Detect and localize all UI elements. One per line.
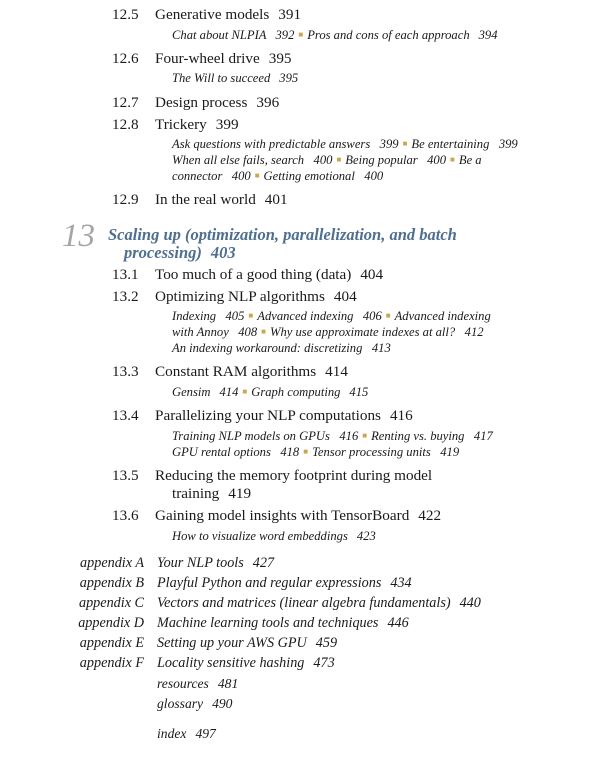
section-page: 395 <box>268 50 292 67</box>
toc-subsections <box>172 71 298 86</box>
appendix-title: Locality sensitive hashing <box>157 655 305 671</box>
appendix-title: Machine learning tools and techniques <box>157 615 379 631</box>
section-page: 399 <box>215 116 239 133</box>
bullet-separator-icon: ■ <box>298 30 304 39</box>
bullet-separator-icon: ■ <box>336 155 342 164</box>
subsection-title: Tensor processing units 419 <box>312 445 460 459</box>
subsection-title: An indexing workaround: discretizing 413 <box>172 341 391 355</box>
back-matter-page: 481 <box>217 676 239 691</box>
section-number: 13.6 <box>112 507 139 524</box>
section-title: Optimizing NLP algorithms <box>155 288 325 305</box>
subsection-title: How to visualize word embeddings <box>172 529 348 543</box>
subsection-title: Gensim <box>172 385 211 399</box>
section-number: 12.5 <box>112 6 139 23</box>
section-number: 12.8 <box>112 116 139 133</box>
appendix-page: 473 <box>313 655 335 671</box>
section-page: 404 <box>360 266 384 283</box>
toc-subsections <box>172 309 491 324</box>
toc-subsections <box>172 169 383 184</box>
back-matter-entry <box>157 676 238 692</box>
appendix-label: appendix F <box>79 655 144 671</box>
appendix-page: 459 <box>315 635 338 651</box>
section-number: 12.6 <box>112 50 139 67</box>
section-title: In the real world <box>155 191 256 208</box>
appendix-page: 427 <box>252 555 275 571</box>
section-page: 396 <box>256 94 280 111</box>
appendix-page: 446 <box>387 615 409 631</box>
subsection-title: Being popular 400 <box>345 153 447 167</box>
bullet-separator-icon: ■ <box>402 139 408 148</box>
bullet-separator-icon: ■ <box>248 311 254 320</box>
section-number: 13.1 <box>112 266 139 283</box>
toc-subsections <box>172 385 368 400</box>
subsection-title: connector 400 <box>172 169 251 183</box>
subsection-title: Training NLP models on GPUs 416 <box>172 429 359 443</box>
chapter-title: Scaling up (optimization, parallelization, and batch <box>108 225 457 244</box>
section-number: 13.3 <box>112 363 139 380</box>
back-matter-entry <box>157 726 216 742</box>
section-page: 401 <box>264 191 288 208</box>
section-number: 13.2 <box>112 288 139 305</box>
toc-subsections <box>172 445 459 460</box>
bullet-separator-icon: ■ <box>261 327 266 336</box>
appendix-label: appendix B <box>79 575 144 591</box>
back-matter-page: 497 <box>195 726 216 741</box>
back-matter-title: glossary <box>157 696 204 711</box>
toc-section-cont <box>172 485 251 503</box>
subsection-page: 414 <box>219 385 239 399</box>
toc-subsections <box>172 137 518 152</box>
section-title: Trickery <box>155 116 207 133</box>
appendix-label: appendix E <box>79 635 144 651</box>
toc-subsections <box>172 429 493 444</box>
subsection-title: Be entertaining 399 <box>411 137 518 151</box>
section-number: 12.7 <box>112 94 139 111</box>
chapter-number: 13 <box>62 218 95 254</box>
appendix-title: Your NLP tools <box>157 555 244 571</box>
subsection-title: Why use approximate indexes at all? 412 <box>269 325 484 339</box>
subsection-title: When all else fails, search 400 <box>172 153 333 167</box>
bullet-separator-icon: ■ <box>254 171 260 180</box>
subsection-page: 415 <box>349 385 369 399</box>
section-title: Design process <box>155 94 248 111</box>
toc-subsections <box>172 325 484 340</box>
subsection-title: with Annoy 408 <box>172 325 258 339</box>
section-page: 391 <box>278 6 302 23</box>
back-matter-page: 490 <box>212 696 233 711</box>
subsection-title: Ask questions with predictable answers 399 <box>172 137 399 151</box>
appendix-label: appendix C <box>78 595 144 611</box>
appendix-title: Playful Python and regular expressions <box>157 575 382 591</box>
appendix-label: appendix D <box>78 615 144 631</box>
subsection-title: Chat about NLPIA <box>172 28 267 42</box>
back-matter-title: index <box>157 726 187 741</box>
section-title-line2: training <box>172 485 220 502</box>
section-title: Four-wheel drive <box>155 50 260 67</box>
subsection-page: 392 <box>275 28 295 42</box>
appendix-page: 434 <box>390 575 412 591</box>
subsection-title: Getting emotional 400 <box>263 169 384 183</box>
bullet-separator-icon: ■ <box>242 387 248 396</box>
section-number: 13.5 <box>112 467 139 484</box>
subsection-title: Be a <box>458 153 482 167</box>
toc-subsections <box>172 529 376 544</box>
appendix-label: appendix A <box>80 555 144 571</box>
section-title: Too much of a good thing (data) <box>155 266 352 283</box>
bullet-separator-icon: ■ <box>362 431 368 440</box>
back-matter-title: resources <box>157 676 209 691</box>
subsection-title: Advanced indexing 406 <box>257 309 382 323</box>
subsection-page: 423 <box>356 529 376 543</box>
subsection-title: GPU rental options 418 <box>172 445 300 459</box>
subsection-page: 395 <box>279 71 299 85</box>
subsection-title: Pros and cons of each approach <box>307 28 470 42</box>
subsection-title: Graph computing <box>251 385 341 399</box>
section-page: 414 <box>325 363 348 380</box>
subsection-title: Renting vs. buying 417 <box>371 429 493 443</box>
section-number: 12.9 <box>112 191 139 208</box>
toc-subsections <box>172 153 482 168</box>
section-number: 13.4 <box>112 407 139 424</box>
appendix-page: 440 <box>459 595 481 611</box>
section-title: Gaining model insights with TensorBoard <box>155 507 410 524</box>
section-page: 416 <box>389 407 413 424</box>
chapter-page: 403 <box>210 243 236 262</box>
toc-subsections <box>172 341 391 356</box>
subsection-page: 394 <box>478 28 498 42</box>
toc-subsections <box>172 28 498 43</box>
back-matter-entry <box>157 696 232 712</box>
subsection-title: The Will to succeed <box>172 71 271 85</box>
section-page: 404 <box>333 288 357 305</box>
section-page: 422 <box>418 507 442 524</box>
appendix-title: Vectors and matrices (linear algebra fundamentals) <box>157 595 451 611</box>
section-title: Parallelizing your NLP computations <box>155 407 381 424</box>
section-title: Generative models <box>155 6 270 23</box>
section-page: 419 <box>228 485 252 502</box>
section-title: Constant RAM algorithms <box>155 363 317 380</box>
section-title: Reducing the memory footprint during model <box>155 467 433 484</box>
subsection-title: Advanced indexing <box>394 309 491 323</box>
chapter-title-line2: processing) <box>124 243 202 262</box>
bullet-separator-icon: ■ <box>450 155 455 164</box>
subsection-title: Indexing 405 <box>172 309 245 323</box>
chapter-title-cont <box>124 243 236 263</box>
bullet-separator-icon: ■ <box>385 311 391 320</box>
appendix-title: Setting up your AWS GPU <box>157 635 307 651</box>
bullet-separator-icon: ■ <box>303 447 309 456</box>
